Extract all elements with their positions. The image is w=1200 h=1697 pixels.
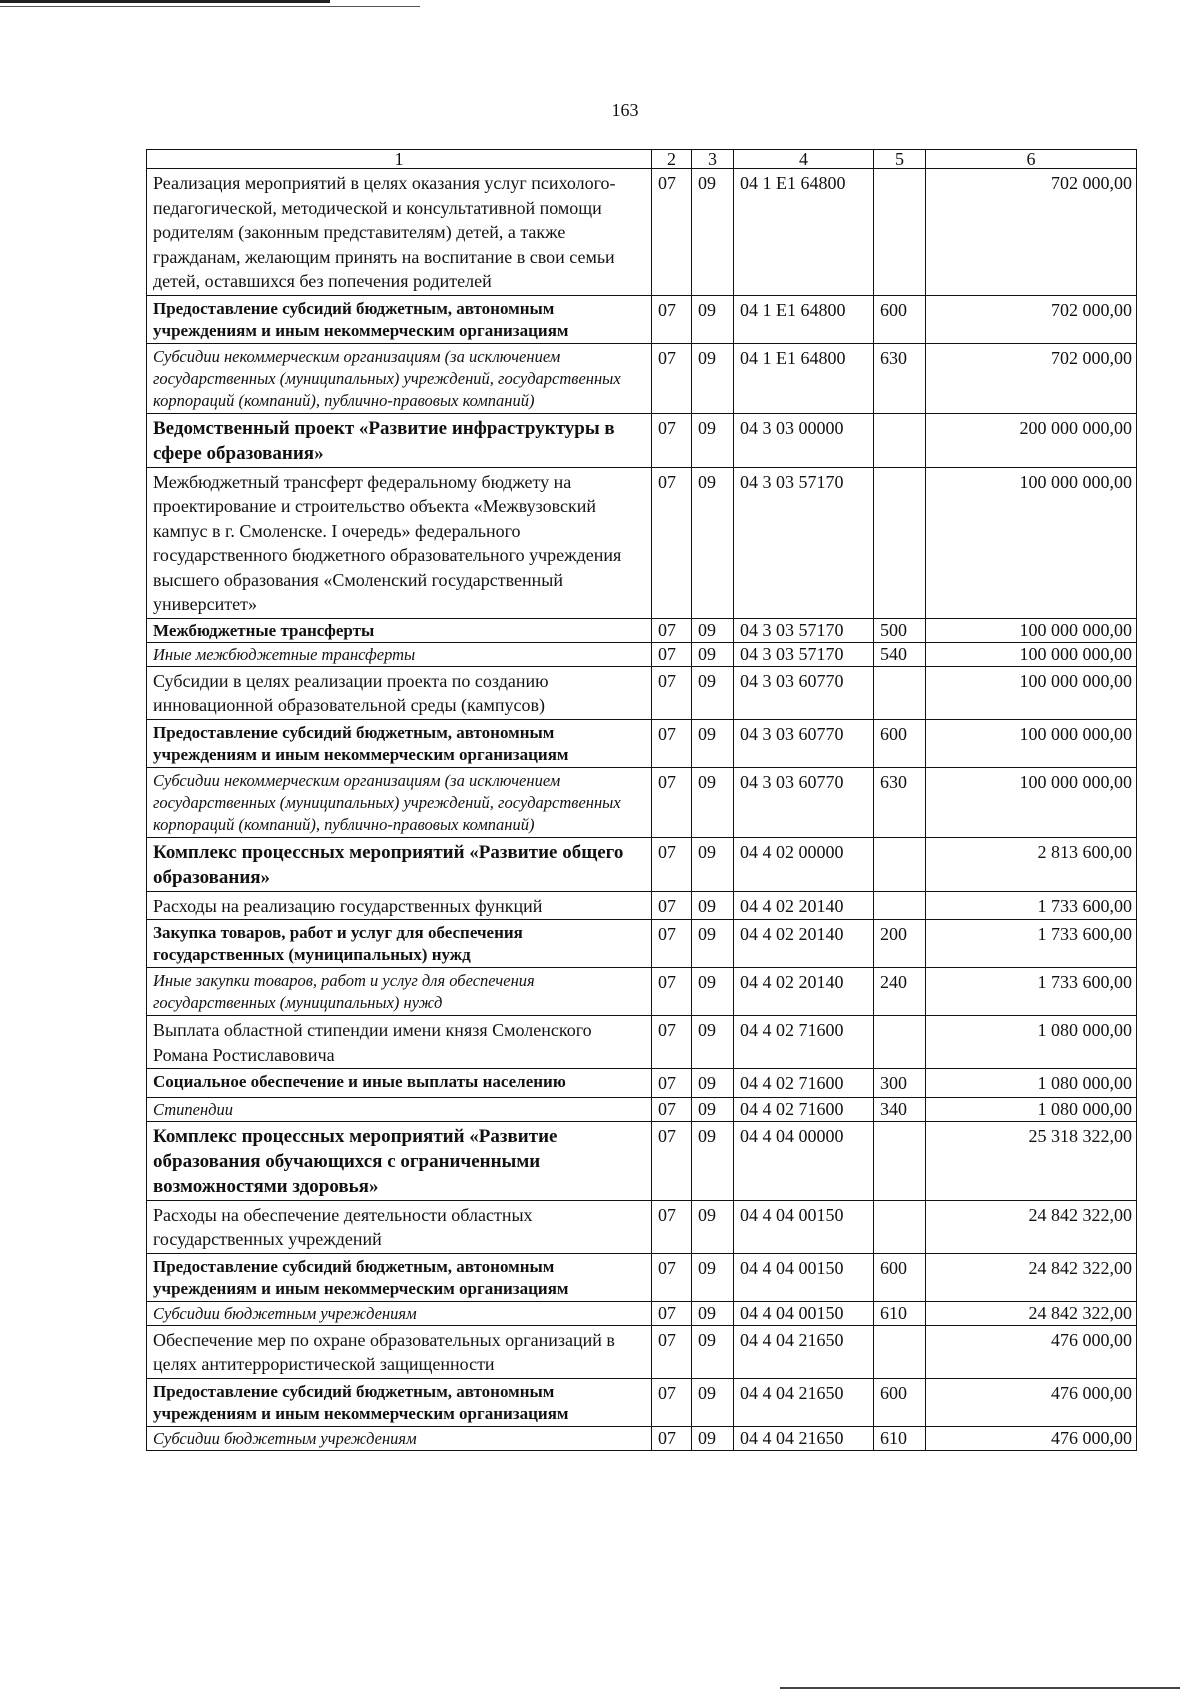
cell-target-article: 04 4 02 71600 <box>734 1069 874 1098</box>
cell-expense-type: 540 <box>874 642 926 666</box>
table-row <box>147 642 1137 666</box>
cell-expense-type: 630 <box>874 767 926 837</box>
cell-subsection: 09 <box>692 343 734 413</box>
cell-name: Стипендии <box>147 1097 652 1121</box>
scan-top-rule <box>0 0 330 3</box>
cell-amount: 24 842 322,00 <box>926 1253 1137 1301</box>
cell-target-article: 04 1 E1 64800 <box>734 169 874 296</box>
table-row <box>147 666 1137 719</box>
cell-target-article: 04 3 03 57170 <box>734 618 874 642</box>
cell-subsection: 09 <box>692 1016 734 1069</box>
cell-section: 07 <box>652 343 692 413</box>
table-row <box>147 618 1137 642</box>
cell-name: Социальное обеспечение и иные выплаты населению <box>147 1069 652 1098</box>
cell-expense-type: 600 <box>874 1378 926 1426</box>
cell-target-article: 04 4 04 00000 <box>734 1121 874 1200</box>
cell-target-article: 04 4 04 21650 <box>734 1378 874 1426</box>
table-row <box>147 1325 1137 1378</box>
table-header-row <box>147 150 1137 169</box>
cell-section: 07 <box>652 413 692 467</box>
cell-subsection: 09 <box>692 413 734 467</box>
cell-expense-type: 600 <box>874 1253 926 1301</box>
cell-section: 07 <box>652 1069 692 1098</box>
cell-section: 07 <box>652 1200 692 1253</box>
table-row <box>147 1016 1137 1069</box>
cell-section: 07 <box>652 1325 692 1378</box>
cell-section: 07 <box>652 837 692 891</box>
cell-subsection: 09 <box>692 1325 734 1378</box>
table-row <box>147 1097 1137 1121</box>
cell-section: 07 <box>652 169 692 296</box>
cell-target-article: 04 4 02 71600 <box>734 1016 874 1069</box>
cell-name: Субсидии бюджетным учреждениям <box>147 1426 652 1450</box>
cell-target-article: 04 1 E1 64800 <box>734 295 874 343</box>
table-row <box>147 467 1137 618</box>
scan-top-rule-thin <box>0 6 420 7</box>
table-row <box>147 1121 1137 1200</box>
table-row <box>147 295 1137 343</box>
cell-target-article: 04 4 02 20140 <box>734 891 874 920</box>
cell-target-article: 04 4 02 71600 <box>734 1097 874 1121</box>
table-row <box>147 1069 1137 1098</box>
cell-target-article: 04 3 03 60770 <box>734 767 874 837</box>
header-col-4: 4 <box>734 150 874 169</box>
cell-amount: 702 000,00 <box>926 295 1137 343</box>
cell-section: 07 <box>652 1426 692 1450</box>
cell-target-article: 04 4 04 21650 <box>734 1325 874 1378</box>
cell-subsection: 09 <box>692 837 734 891</box>
cell-target-article: 04 4 04 21650 <box>734 1426 874 1450</box>
cell-expense-type: 240 <box>874 968 926 1016</box>
cell-amount: 1 080 000,00 <box>926 1016 1137 1069</box>
cell-expense-type: 610 <box>874 1426 926 1450</box>
table-row <box>147 1301 1137 1325</box>
cell-target-article: 04 3 03 60770 <box>734 666 874 719</box>
cell-section: 07 <box>652 1301 692 1325</box>
cell-expense-type <box>874 837 926 891</box>
cell-expense-type <box>874 413 926 467</box>
cell-amount: 100 000 000,00 <box>926 618 1137 642</box>
table-row <box>147 920 1137 968</box>
cell-name: Межбюджетный трансферт федеральному бюджету на проектирование и строительство объекта «Межвузовский кампус в г. Смоленске. I очередь» федерального государственного бюджетного образовательного учреждения высшего образования «Смоленский государственный университет» <box>147 467 652 618</box>
cell-name: Реализация мероприятий в целях оказания услуг психолого-педагогической, методической и консультативной помощи родителям (законным представителям) детей, а также гражданам, желающим принять на воспитание в свои семьи детей, оставшихся без попечения родителей <box>147 169 652 296</box>
cell-subsection: 09 <box>692 1253 734 1301</box>
cell-expense-type <box>874 1325 926 1378</box>
cell-expense-type: 340 <box>874 1097 926 1121</box>
cell-name: Расходы на обеспечение деятельности областных государственных учреждений <box>147 1200 652 1253</box>
cell-name: Предоставление субсидий бюджетным, автономным учреждениям и иным некоммерческим организациям <box>147 1253 652 1301</box>
cell-target-article: 04 3 03 57170 <box>734 467 874 618</box>
cell-section: 07 <box>652 467 692 618</box>
table-row <box>147 837 1137 891</box>
cell-amount: 2 813 600,00 <box>926 837 1137 891</box>
cell-name: Предоставление субсидий бюджетным, автономным учреждениям и иным некоммерческим организациям <box>147 719 652 767</box>
cell-amount: 1 733 600,00 <box>926 968 1137 1016</box>
budget-table <box>146 149 1137 1451</box>
cell-name: Иные межбюджетные трансферты <box>147 642 652 666</box>
cell-expense-type <box>874 666 926 719</box>
header-col-1: 1 <box>147 150 652 169</box>
cell-target-article: 04 3 03 57170 <box>734 642 874 666</box>
cell-amount: 476 000,00 <box>926 1378 1137 1426</box>
cell-subsection: 09 <box>692 666 734 719</box>
cell-name: Субсидии бюджетным учреждениям <box>147 1301 652 1325</box>
cell-expense-type <box>874 1200 926 1253</box>
cell-amount: 100 000 000,00 <box>926 767 1137 837</box>
cell-name: Предоставление субсидий бюджетным, автономным учреждениям и иным некоммерческим организациям <box>147 295 652 343</box>
cell-expense-type <box>874 169 926 296</box>
cell-amount: 100 000 000,00 <box>926 719 1137 767</box>
cell-expense-type: 300 <box>874 1069 926 1098</box>
cell-expense-type <box>874 1121 926 1200</box>
cell-target-article: 04 4 02 00000 <box>734 837 874 891</box>
cell-subsection: 09 <box>692 767 734 837</box>
cell-expense-type: 600 <box>874 295 926 343</box>
cell-name: Обеспечение мер по охране образовательных организаций в целях антитеррористической защищенности <box>147 1325 652 1378</box>
cell-amount: 1 080 000,00 <box>926 1069 1137 1098</box>
table-row <box>147 169 1137 296</box>
cell-expense-type: 610 <box>874 1301 926 1325</box>
cell-name: Расходы на реализацию государственных функций <box>147 891 652 920</box>
cell-expense-type <box>874 1016 926 1069</box>
cell-amount: 24 842 322,00 <box>926 1301 1137 1325</box>
cell-amount: 100 000 000,00 <box>926 642 1137 666</box>
cell-expense-type <box>874 467 926 618</box>
cell-target-article: 04 4 04 00150 <box>734 1253 874 1301</box>
cell-section: 07 <box>652 968 692 1016</box>
cell-section: 07 <box>652 618 692 642</box>
cell-target-article: 04 3 03 60770 <box>734 719 874 767</box>
cell-section: 07 <box>652 642 692 666</box>
cell-name: Иные закупки товаров, работ и услуг для обеспечения государственных (муниципальных) нужд <box>147 968 652 1016</box>
cell-subsection: 09 <box>692 169 734 296</box>
table-row <box>147 1253 1137 1301</box>
table-row <box>147 343 1137 413</box>
cell-expense-type: 600 <box>874 719 926 767</box>
cell-target-article: 04 4 04 00150 <box>734 1200 874 1253</box>
cell-name: Ведомственный проект «Развитие инфраструктуры в сфере образования» <box>147 413 652 467</box>
cell-expense-type: 200 <box>874 920 926 968</box>
scan-bottom-rule <box>780 1687 1180 1689</box>
cell-section: 07 <box>652 767 692 837</box>
table-row <box>147 968 1137 1016</box>
cell-name: Комплекс процессных мероприятий «Развитие общего образования» <box>147 837 652 891</box>
cell-subsection: 09 <box>692 1121 734 1200</box>
table-row <box>147 413 1137 467</box>
cell-amount: 476 000,00 <box>926 1325 1137 1378</box>
cell-expense-type: 500 <box>874 618 926 642</box>
cell-name: Комплекс процессных мероприятий «Развитие образования обучающихся с ограниченными возможностями здоровья» <box>147 1121 652 1200</box>
cell-subsection: 09 <box>692 295 734 343</box>
cell-name: Закупка товаров, работ и услуг для обеспечения государственных (муниципальных) нужд <box>147 920 652 968</box>
cell-expense-type: 630 <box>874 343 926 413</box>
cell-amount: 1 080 000,00 <box>926 1097 1137 1121</box>
cell-target-article: 04 4 02 20140 <box>734 920 874 968</box>
cell-amount: 702 000,00 <box>926 169 1137 296</box>
cell-target-article: 04 3 03 00000 <box>734 413 874 467</box>
table-row <box>147 1200 1137 1253</box>
header-col-6: 6 <box>926 150 1137 169</box>
cell-section: 07 <box>652 719 692 767</box>
cell-amount: 100 000 000,00 <box>926 467 1137 618</box>
cell-subsection: 09 <box>692 1200 734 1253</box>
table-row <box>147 891 1137 920</box>
cell-section: 07 <box>652 1016 692 1069</box>
cell-section: 07 <box>652 666 692 719</box>
table-row <box>147 719 1137 767</box>
table-row <box>147 1426 1137 1450</box>
cell-amount: 200 000 000,00 <box>926 413 1137 467</box>
cell-section: 07 <box>652 1121 692 1200</box>
cell-name: Предоставление субсидий бюджетным, автономным учреждениям и иным некоммерческим организациям <box>147 1378 652 1426</box>
cell-subsection: 09 <box>692 1069 734 1098</box>
cell-target-article: 04 1 E1 64800 <box>734 343 874 413</box>
cell-subsection: 09 <box>692 719 734 767</box>
cell-name: Выплата областной стипендии имени князя Смоленского Романа Ростиславовича <box>147 1016 652 1069</box>
header-col-2: 2 <box>652 150 692 169</box>
cell-section: 07 <box>652 920 692 968</box>
cell-amount: 1 733 600,00 <box>926 891 1137 920</box>
cell-subsection: 09 <box>692 618 734 642</box>
cell-amount: 25 318 322,00 <box>926 1121 1137 1200</box>
cell-name: Субсидии в целях реализации проекта по созданию инновационной образовательной среды (кампусов) <box>147 666 652 719</box>
cell-section: 07 <box>652 1253 692 1301</box>
cell-expense-type <box>874 891 926 920</box>
table-body <box>147 169 1137 1451</box>
cell-amount: 100 000 000,00 <box>926 666 1137 719</box>
cell-name: Субсидии некоммерческим организациям (за исключением государственных (муниципальных) учреждений, государственных корпораций (компаний), публично-правовых компаний) <box>147 343 652 413</box>
cell-subsection: 09 <box>692 920 734 968</box>
cell-section: 07 <box>652 295 692 343</box>
cell-target-article: 04 4 02 20140 <box>734 968 874 1016</box>
cell-amount: 24 842 322,00 <box>926 1200 1137 1253</box>
page-number: 163 <box>611 100 639 120</box>
header-col-5: 5 <box>874 150 926 169</box>
cell-subsection: 09 <box>692 642 734 666</box>
cell-subsection: 09 <box>692 467 734 618</box>
cell-name: Субсидии некоммерческим организациям (за исключением государственных (муниципальных) учреждений, государственных корпораций (компаний), публично-правовых компаний) <box>147 767 652 837</box>
cell-subsection: 09 <box>692 1097 734 1121</box>
cell-section: 07 <box>652 891 692 920</box>
header-col-3: 3 <box>692 150 734 169</box>
cell-amount: 1 733 600,00 <box>926 920 1137 968</box>
cell-subsection: 09 <box>692 891 734 920</box>
cell-subsection: 09 <box>692 1301 734 1325</box>
cell-subsection: 09 <box>692 968 734 1016</box>
cell-amount: 702 000,00 <box>926 343 1137 413</box>
cell-subsection: 09 <box>692 1426 734 1450</box>
cell-section: 07 <box>652 1378 692 1426</box>
cell-subsection: 09 <box>692 1378 734 1426</box>
table-row <box>147 767 1137 837</box>
table-row <box>147 1378 1137 1426</box>
cell-name: Межбюджетные трансферты <box>147 618 652 642</box>
cell-section: 07 <box>652 1097 692 1121</box>
cell-target-article: 04 4 04 00150 <box>734 1301 874 1325</box>
cell-amount: 476 000,00 <box>926 1426 1137 1450</box>
